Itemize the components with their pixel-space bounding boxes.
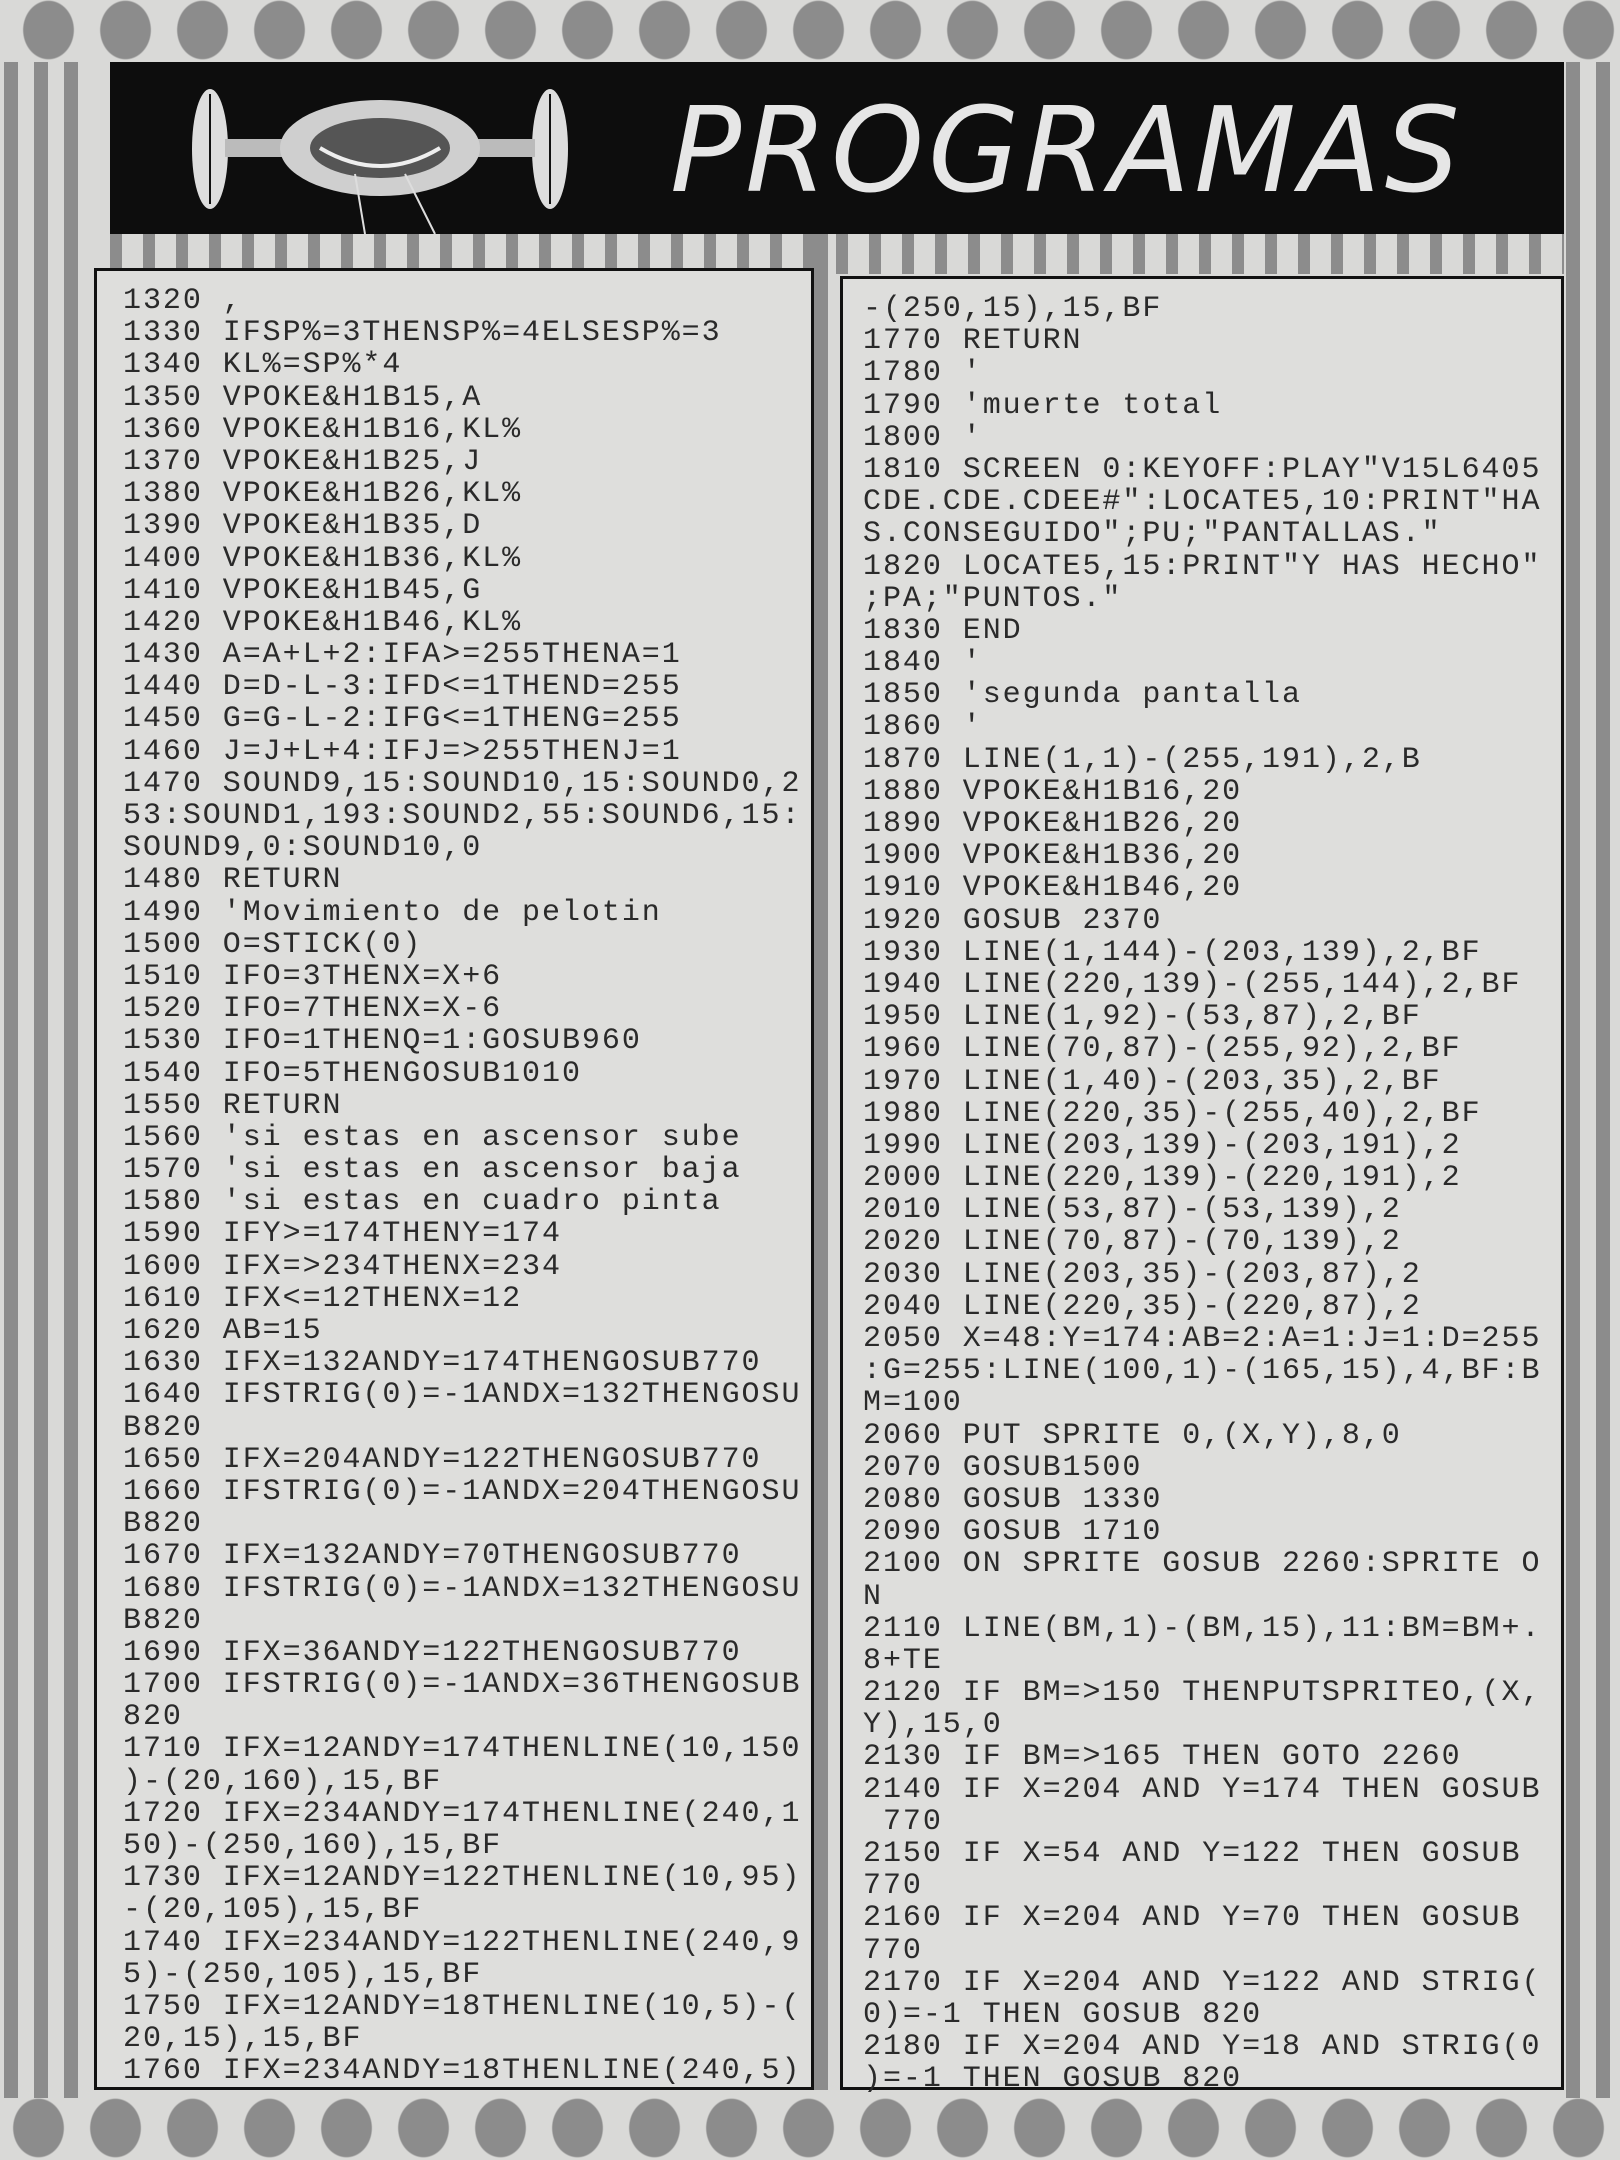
code-line: 820 bbox=[123, 1700, 183, 1735]
code-line: S.CONSEGUIDO";PU;"PANTALLAS." bbox=[863, 517, 1442, 552]
code-line: 1840 ' bbox=[863, 646, 983, 681]
code-line: 2060 PUT SPRITE 0,(X,Y),8,0 bbox=[863, 1418, 1402, 1453]
code-line: 1890 VPOKE&H1B26,20 bbox=[863, 807, 1243, 841]
code-line: B820 bbox=[123, 1507, 203, 1542]
code-line: 1990 LINE(203,139)-(203,191),2 bbox=[863, 1128, 1462, 1163]
code-line: 1510 IFO=3THENX=X+6 bbox=[123, 959, 503, 994]
code-line: 1910 VPOKE&H1B46,20 bbox=[863, 871, 1243, 906]
decorative-stripes-middle bbox=[814, 234, 840, 2090]
code-listing-left bbox=[94, 268, 814, 2090]
code-line: 2110 LINE(BM,1)-(BM,15),11:BM=BM+. bbox=[863, 1611, 1542, 1646]
code-line: 2170 IF X=204 AND Y=122 AND STRIG( bbox=[863, 1965, 1542, 2000]
code-line: 2100 ON SPRITE GOSUB 2260:SPRITE O bbox=[863, 1547, 1542, 1582]
code-line: 1570 'si estas en ascensor baja bbox=[123, 1153, 742, 1188]
code-line: 1590 IFY>=174THENY=174 bbox=[123, 1217, 562, 1252]
code-line: 1720 IFX=234ANDY=174THENLINE(240,1 bbox=[123, 1796, 802, 1831]
code-line: 53:SOUND1,193:SOUND2,55:SOUND6,15: bbox=[123, 799, 802, 833]
code-line: CDE.CDE.CDEE#":LOCATE5,10:PRINT"HA bbox=[863, 485, 1542, 520]
code-line: 1770 RETURN bbox=[863, 324, 1083, 359]
spaceship-icon bbox=[170, 84, 590, 234]
code-line: 1320 , bbox=[123, 284, 243, 318]
decorative-dots-bottom bbox=[0, 2098, 1620, 2158]
code-line: 1580 'si estas en cuadro pinta bbox=[123, 1185, 722, 1220]
code-line: -(250,15),15,BF bbox=[863, 292, 1163, 326]
code-line: 1670 IFX=132ANDY=70THENGOSUB770 bbox=[123, 1539, 742, 1574]
code-line: B820 bbox=[123, 1603, 203, 1638]
code-line: 1420 VPOKE&H1B46,KL% bbox=[123, 605, 523, 640]
code-line: 770 bbox=[863, 1869, 923, 1904]
code-line: 1780 ' bbox=[863, 356, 983, 391]
code-line: 1870 LINE(1,1)-(255,191),2,B bbox=[863, 742, 1422, 777]
code-line: 2020 LINE(70,87)-(70,139),2 bbox=[863, 1225, 1402, 1260]
code-line: 5)-(250,105),15,BF bbox=[123, 1957, 483, 1992]
code-line: 1960 LINE(70,87)-(255,92),2,BF bbox=[863, 1032, 1462, 1067]
code-line: 1680 IFSTRIG(0)=-1ANDX=132THENGOSU bbox=[123, 1571, 802, 1606]
code-line: )-(20,160),15,BF bbox=[123, 1764, 443, 1799]
code-line: 2030 LINE(203,35)-(203,87),2 bbox=[863, 1257, 1422, 1292]
code-line: 2140 IF X=204 AND Y=174 THEN GOSUB bbox=[863, 1772, 1542, 1807]
code-line: 1330 IFSP%=3THENSP%=4ELSESP%=3 bbox=[123, 316, 722, 351]
code-line: M=100 bbox=[863, 1386, 963, 1421]
code-line: 1360 VPOKE&H1B16,KL% bbox=[123, 412, 523, 447]
code-line: 1970 LINE(1,40)-(203,35),2,BF bbox=[863, 1064, 1442, 1099]
code-line: -(20,105),15,BF bbox=[123, 1893, 423, 1928]
code-line: 1940 LINE(220,139)-(255,144),2,BF bbox=[863, 967, 1522, 1002]
code-line: 2120 IF BM=>150 THENPUTSPRITEO,(X, bbox=[863, 1676, 1542, 1711]
code-line: 1370 VPOKE&H1B25,J bbox=[123, 444, 483, 479]
code-line: 1460 J=J+L+4:IFJ=>255THENJ=1 bbox=[123, 734, 682, 769]
code-line: SOUND9,0:SOUND10,0 bbox=[123, 831, 483, 866]
code-line: 1410 VPOKE&H1B45,G bbox=[123, 573, 483, 608]
code-line: 1550 RETURN bbox=[123, 1088, 343, 1123]
code-line: 1740 IFX=234ANDY=122THENLINE(240,9 bbox=[123, 1925, 802, 1960]
decorative-stripes-right bbox=[1566, 62, 1620, 2098]
code-line: 1470 SOUND9,15:SOUND10,15:SOUND0,2 bbox=[123, 766, 802, 801]
code-line: 1660 IFSTRIG(0)=-1ANDX=204THENGOSU bbox=[123, 1474, 802, 1509]
code-line: 1600 IFX=>234THENX=234 bbox=[123, 1249, 562, 1284]
code-line: 2050 X=48:Y=174:AB=2:A=1:J=1:D=255 bbox=[863, 1322, 1542, 1356]
code-line: 1620 AB=15 bbox=[123, 1314, 323, 1348]
code-line: 1700 IFSTRIG(0)=-1ANDX=36THENGOSUB bbox=[123, 1668, 802, 1703]
code-line: Y),15,0 bbox=[863, 1708, 1003, 1743]
code-line: 1690 IFX=36ANDY=122THENGOSUB770 bbox=[123, 1635, 742, 1670]
code-line: 1750 IFX=12ANDY=18THENLINE(10,5)-( bbox=[123, 1989, 802, 2024]
code-line: 1790 'muerte total bbox=[863, 388, 1223, 423]
code-line: 1450 G=G-L-2:IFG<=1THENG=255 bbox=[123, 702, 682, 737]
code-line: 2070 GOSUB1500 bbox=[863, 1450, 1143, 1485]
code-line: 1560 'si estas en ascensor sube bbox=[123, 1120, 742, 1155]
code-line: ;PA;"PUNTOS." bbox=[863, 581, 1123, 616]
code-line: 20,15),15,BF bbox=[123, 2022, 363, 2057]
code-line: 1760 IFX=234ANDY=18THENLINE(240,5) bbox=[123, 2054, 802, 2089]
code-line: 1860 ' bbox=[863, 710, 983, 745]
section-header-banner bbox=[110, 62, 1564, 234]
code-line: 1710 IFX=12ANDY=174THENLINE(10,150 bbox=[123, 1732, 802, 1767]
code-line: 1830 END bbox=[863, 613, 1023, 648]
code-line: 1540 IFO=5THENGOSUB1010 bbox=[123, 1056, 582, 1091]
code-line: 2180 IF X=204 AND Y=18 AND STRIG(0 bbox=[863, 2030, 1542, 2065]
code-line: 1640 IFSTRIG(0)=-1ANDX=132THENGOSU bbox=[123, 1378, 802, 1413]
decorative-stripes-left bbox=[4, 62, 94, 2098]
code-line: 2130 IF BM=>165 THEN GOTO 2260 bbox=[863, 1740, 1462, 1775]
code-line: 50)-(250,160),15,BF bbox=[123, 1829, 503, 1863]
code-line: 2040 LINE(220,35)-(220,87),2 bbox=[863, 1289, 1422, 1324]
code-line: 1650 IFX=204ANDY=122THENGOSUB770 bbox=[123, 1442, 762, 1477]
code-listing-right bbox=[840, 276, 1564, 2097]
code-line: )=-1 THEN GOSUB 820 bbox=[863, 2062, 1243, 2097]
code-line: 1610 IFX<=12THENX=12 bbox=[123, 1281, 523, 1316]
code-line: 1920 GOSUB 2370 bbox=[863, 903, 1163, 938]
code-line: 1630 IFX=132ANDY=174THENGOSUB770 bbox=[123, 1346, 762, 1381]
code-line: 2160 IF X=204 AND Y=70 THEN GOSUB bbox=[863, 1901, 1522, 1936]
code-line: :G=255:LINE(100,1)-(165,15),4,BF:B bbox=[863, 1354, 1542, 1389]
decorative-dots-top bbox=[0, 0, 1620, 60]
code-line: 1900 VPOKE&H1B36,20 bbox=[863, 839, 1243, 874]
code-line: 2010 LINE(53,87)-(53,139),2 bbox=[863, 1193, 1402, 1228]
page-title: PROGRAMAS bbox=[670, 81, 1464, 219]
code-line: 1490 'Movimiento de pelotin bbox=[123, 895, 662, 930]
code-line: B820 bbox=[123, 1410, 203, 1445]
code-line: 2150 IF X=54 AND Y=122 THEN GOSUB bbox=[863, 1837, 1522, 1871]
code-line: 1850 'segunda pantalla bbox=[863, 678, 1302, 713]
code-line: 1500 O=STICK(0) bbox=[123, 927, 423, 962]
code-line: 2080 GOSUB 1330 bbox=[863, 1482, 1163, 1517]
code-line: 1530 IFO=1THENQ=1:GOSUB960 bbox=[123, 1024, 642, 1059]
code-line: 1950 LINE(1,92)-(53,87),2,BF bbox=[863, 1000, 1422, 1035]
code-line: N bbox=[863, 1579, 883, 1614]
code-line: 1400 VPOKE&H1B36,KL% bbox=[123, 541, 523, 576]
code-line: 1800 ' bbox=[863, 420, 983, 455]
code-line: 2090 GOSUB 1710 bbox=[863, 1515, 1163, 1550]
code-line: 1430 A=A+L+2:IFA>=255THENA=1 bbox=[123, 638, 682, 673]
code-line: 1440 D=D-L-3:IFD<=1THEND=255 bbox=[123, 670, 682, 705]
code-line: 1340 KL%=SP%*4 bbox=[123, 348, 403, 383]
code-line: 1820 LOCATE5,15:PRINT"Y HAS HECHO" bbox=[863, 549, 1542, 584]
code-line: 1520 IFO=7THENX=X-6 bbox=[123, 992, 503, 1027]
code-line: 1930 LINE(1,144)-(203,139),2,BF bbox=[863, 935, 1482, 970]
code-line: 770 bbox=[863, 1933, 923, 1968]
code-line: 770 bbox=[863, 1804, 943, 1839]
code-line: 2000 LINE(220,139)-(220,191),2 bbox=[863, 1161, 1462, 1196]
code-line: 8+TE bbox=[863, 1643, 943, 1678]
code-line: 1730 IFX=12ANDY=122THENLINE(10,95) bbox=[123, 1861, 802, 1896]
code-line: 1380 VPOKE&H1B26,KL% bbox=[123, 477, 523, 512]
code-line: 1350 VPOKE&H1B15,A bbox=[123, 380, 483, 415]
code-line: 1390 VPOKE&H1B35,D bbox=[123, 509, 483, 544]
code-line: 1810 SCREEN 0:KEYOFF:PLAY"V15L6405 bbox=[863, 452, 1542, 487]
code-line: 1880 VPOKE&H1B16,20 bbox=[863, 774, 1243, 809]
code-line: 1980 LINE(220,35)-(255,40),2,BF bbox=[863, 1096, 1482, 1131]
code-line: 1480 RETURN bbox=[123, 863, 343, 898]
code-line: 0)=-1 THEN GOSUB 820 bbox=[863, 1997, 1263, 2032]
